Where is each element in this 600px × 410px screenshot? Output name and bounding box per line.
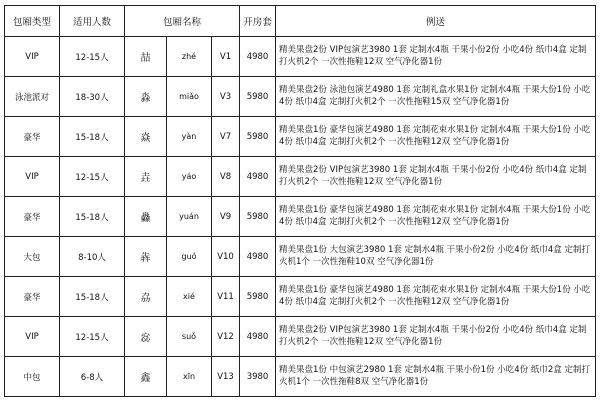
package-table [4, 5, 596, 397]
people-range: 6-8人 [60, 357, 125, 397]
room-char: 喆 [125, 37, 167, 77]
room-pinyin: suǒ [167, 317, 212, 357]
room-type: 豪华 [5, 277, 60, 317]
gift-list: 精美果盘1份 中包演艺2980 1套 定制水4瓶 干果小份1份 小吃4份 纸巾2盒 定制打火机1个 一次性拖鞋8双 空气净化器1份 [276, 357, 596, 397]
table-row [5, 237, 596, 277]
room-code: V11 [212, 277, 240, 317]
table-row [5, 357, 596, 397]
table-row [5, 77, 596, 117]
people-range: 18-30人 [60, 77, 125, 117]
people-range: 12-15人 [60, 157, 125, 197]
room-char: 犇 [125, 237, 167, 277]
table-row [5, 317, 596, 357]
room-price: 4980 [240, 317, 276, 357]
room-code: V7 [212, 117, 240, 157]
gift-list: 精美果盘1份 豪华包演艺4980 1套 定制花束水果1份 定制水4瓶 干果大份1份 小吃4份 纸巾4盒 定制打火机2个 一次性拖鞋12双 空气净化器1份 [276, 197, 596, 237]
room-type: 泳池派对 [5, 77, 60, 117]
room-price: 4980 [240, 237, 276, 277]
room-price: 5980 [240, 117, 276, 157]
people-range: 12-15人 [60, 37, 125, 77]
room-char: 鑫 [125, 357, 167, 397]
room-char: 淼 [125, 77, 167, 117]
people-range: 15-18人 [60, 277, 125, 317]
header-people: 适用人数 [60, 6, 125, 37]
gift-list: 精美果盘2份 VIP包演艺3980 1套 定制水4瓶 干果小份2份 小吃4份 纸巾4盒 定制打火机2个 一次性拖鞋12双 空气净化器1份 [276, 317, 596, 357]
table-body [5, 37, 596, 397]
room-code: V1 [212, 37, 240, 77]
room-pinyin: xié [167, 277, 212, 317]
room-pinyin: zhé [167, 37, 212, 77]
room-price: 4980 [240, 157, 276, 197]
room-price: 5980 [240, 77, 276, 117]
room-type: VIP [5, 317, 60, 357]
room-price: 5980 [240, 277, 276, 317]
header-gift: 例送 [276, 6, 596, 37]
room-type: 大包 [5, 237, 60, 277]
room-price: 4980 [240, 37, 276, 77]
gift-list: 精美果盘2份 VIP包演艺3980 1套 定制水4瓶 干果小份2份 小吃4份 纸巾4盒 定制打火机2个 一次性拖鞋12双 空气净化器1份 [276, 37, 596, 77]
gift-list: 精美果盘2份 泳池包演艺4980 1套 定制礼盒水果1份 定制水4瓶 干果大份1份 小吃4份 纸巾4盒 定制打火机2个 一次性拖鞋15双 空气净化器1份 [276, 77, 596, 117]
room-type: 豪华 [5, 197, 60, 237]
header-price: 开房套 [240, 6, 276, 37]
room-type: 豪华 [5, 117, 60, 157]
room-type: VIP [5, 157, 60, 197]
room-type: VIP [5, 37, 60, 77]
room-code: V3 [212, 77, 240, 117]
people-range: 12-15人 [60, 317, 125, 357]
room-code: V12 [212, 317, 240, 357]
table-row [5, 197, 596, 237]
header-room-type: 包厢类型 [5, 6, 60, 37]
room-price: 5980 [240, 197, 276, 237]
table-row [5, 37, 596, 77]
people-range: 8-10人 [60, 237, 125, 277]
room-code: V9 [212, 197, 240, 237]
room-pinyin: miǎo [167, 77, 212, 117]
room-type: 中包 [5, 357, 60, 397]
room-code: V10 [212, 237, 240, 277]
room-char: 劦 [125, 277, 167, 317]
room-price: 3980 [240, 357, 276, 397]
table-row [5, 157, 596, 197]
room-pinyin: yuán [167, 197, 212, 237]
room-char: 垚 [125, 157, 167, 197]
gift-list: 精美果盘2份 VIP包演艺3980 1套 定制水4瓶 干果小份2份 小吃4份 纸巾4盒 定制打火机2个 一次性拖鞋12双 空气净化器1份 [276, 157, 596, 197]
room-code: V13 [212, 357, 240, 397]
people-range: 15-18人 [60, 117, 125, 157]
gift-list: 精美果盘1份 豪华包演艺4980 1套 定制花束水果1份 定制水4瓶 干果大份1份 小吃4份 纸巾4盒 定制打火机2个 一次性拖鞋12双 空气净化器1份 [276, 117, 596, 157]
room-pinyin: xīn [167, 357, 212, 397]
room-pinyin: yàn [167, 117, 212, 157]
table-row [5, 117, 596, 157]
room-pinyin: guó [167, 237, 212, 277]
room-char: 惢 [125, 317, 167, 357]
room-char: 焱 [125, 117, 167, 157]
header-row [5, 6, 596, 37]
room-code: V8 [212, 157, 240, 197]
room-pinyin: yáo [167, 157, 212, 197]
gift-list: 精美果盘1份 大包演艺3980 1套 定制水4瓶 干果小份2份 小吃4份 纸巾4盒 定制打火机1个 一次性拖鞋10双 空气净化器1份 [276, 237, 596, 277]
header-room-name: 包厢名称 [125, 6, 240, 37]
room-char: 灥 [125, 197, 167, 237]
table-row [5, 277, 596, 317]
gift-list: 精美果盘1份 豪华包演艺4980 1套 定制花束水果1份 定制水4瓶 干果大份1份 小吃4份 纸巾4盒 定制打火机2个 一次性拖鞋12双 空气净化器1份 [276, 277, 596, 317]
people-range: 15-18人 [60, 197, 125, 237]
